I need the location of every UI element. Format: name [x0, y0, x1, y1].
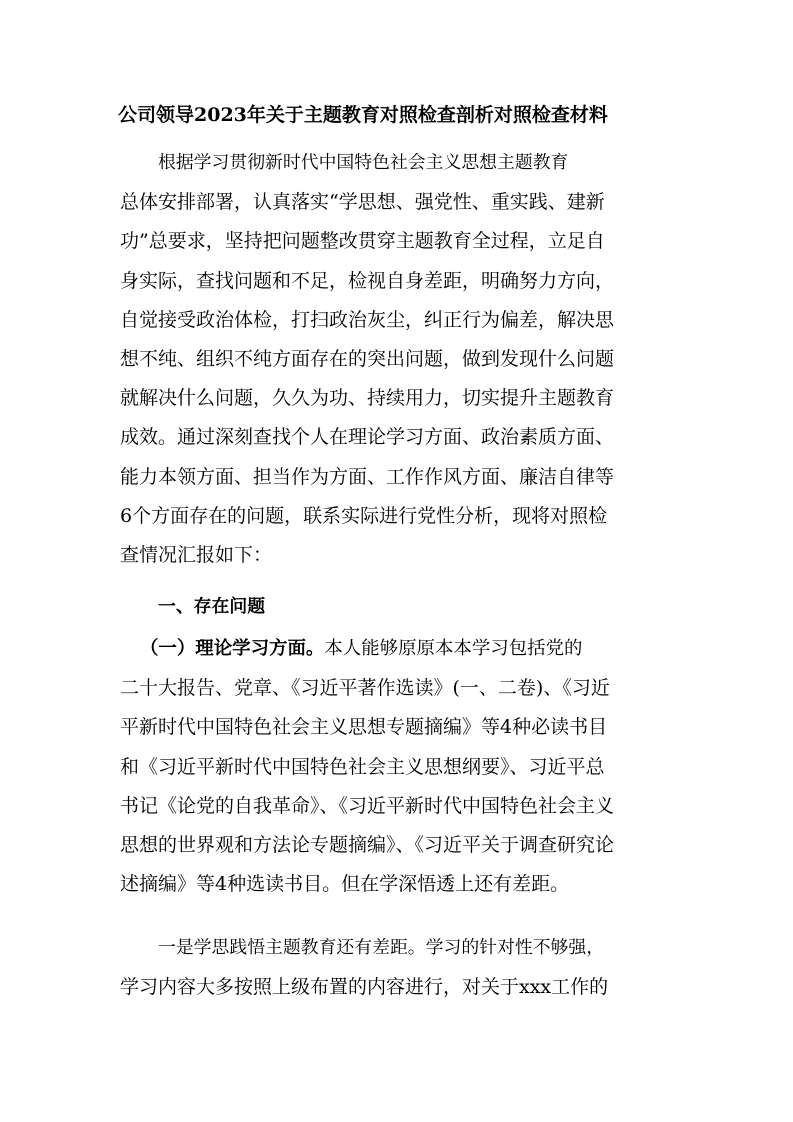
subsection-line-6: 思想的世界观和方法论专题摘编》、《习近平关于调查研究论	[120, 834, 615, 856]
intro-line-7: 就解决什么问题，久久为功、持续用力，切实提升主题教育	[120, 387, 615, 409]
intro-line-5: 自觉接受政治体检，打扫政治灰尘，纠正行为偏差，解决思	[120, 309, 615, 331]
intro-line-3: 功”总要求，坚持把问题整改贯穿主题教育全过程，立足自	[120, 230, 605, 252]
intro-line-10: 6个方面存在的问题，联系实际进行党性分析，现将对照检	[120, 505, 608, 527]
section-heading: 一、存在问题	[158, 596, 266, 617]
intro-line-11: 查情况汇报如下：	[120, 544, 273, 566]
point1-line-1: 一是学思践悟主题教育还有差距。学习的针对性不够强，	[158, 937, 605, 958]
subsection-heading: （一）理论学习方面。	[140, 638, 325, 659]
subsection-line-4: 和《习近平新时代中国特色社会主义思想纲要》、习近平总	[120, 756, 605, 778]
subsection-line-5: 书记《论党的自我革命》、《习近平新时代中国特色社会主义	[120, 795, 615, 817]
intro-line-1: 根据学习贯彻新时代中国特色社会主义思想主题教育	[158, 152, 569, 173]
subsection-first-line	[140, 634, 700, 664]
subsection-first-text: 本人能够原原本本学习包括党的	[324, 638, 583, 659]
subsection-line-2: 二十大报告、党章、《习近平著作选读》(一、二卷)、《习近	[120, 677, 610, 699]
subsection-line-3: 平新时代中国特色社会主义思想专题摘编》等4种必读书目	[120, 716, 608, 738]
intro-line-6: 想不纯、组织不纯方面存在的突出问题，做到发现什么问题	[120, 348, 615, 370]
intro-line-8: 成效。通过深刻查找个人在理论学习方面、政治素质方面、	[120, 426, 615, 448]
subsection-line-7: 述摘编》等4种选读书目。但在学深悟透上还有差距。	[120, 873, 570, 895]
intro-line-9: 能力本领方面、担当作为方面、工作作风方面、廉洁自律等	[120, 466, 615, 488]
document-title: 公司领导2023年关于主题教育对照检查剖析对照检查材料	[118, 104, 608, 126]
intro-line-2: 总体安排部署，认真落实“学思想、强党性、重实践、建新	[120, 191, 605, 213]
point1-line-2: 学习内容大多按照上级布置的内容进行，对关于xxx工作的	[120, 976, 609, 998]
intro-line-4: 身实际，查找问题和不足，检视自身差距，明确努力方向，	[120, 270, 615, 292]
